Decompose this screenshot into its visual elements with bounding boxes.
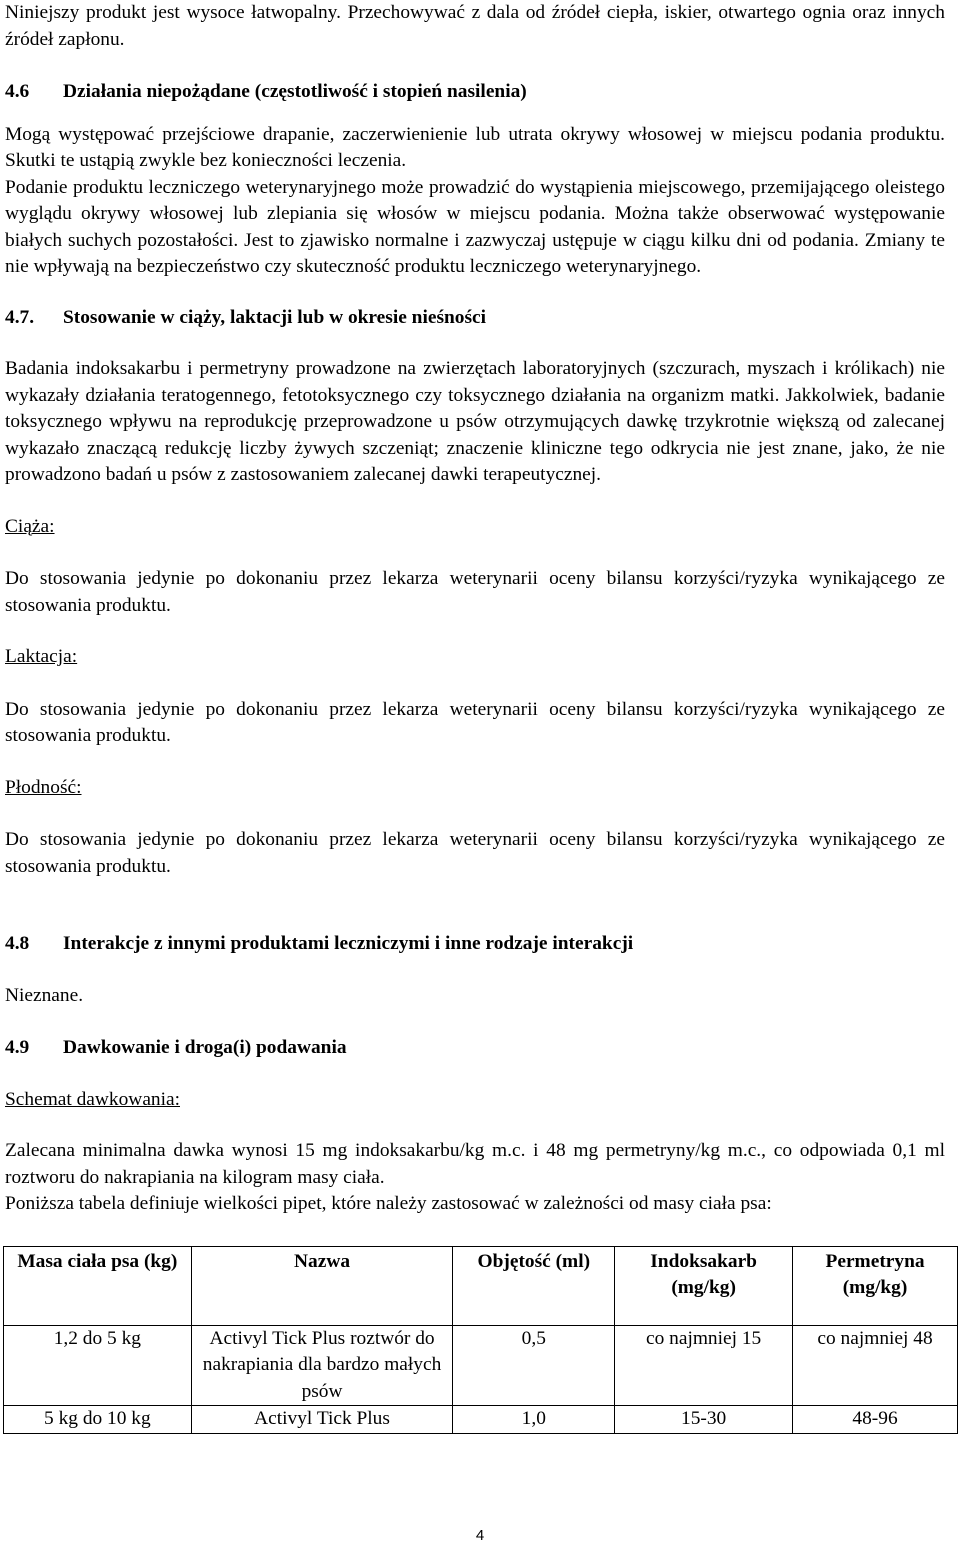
header-indoxacarb: Indoksakarb (mg/kg) (615, 1246, 793, 1325)
section-number: 4.6 (5, 81, 30, 102)
dosing-schedule-subheading: Schemat dawkowania: (5, 1088, 180, 1110)
cell-volume: 1,0 (453, 1406, 615, 1434)
pregnancy-text: Do stosowania jedynie po dokonaniu przez lekarza weterynarii oceny bilansu korzyści/ryzyka wynikającego ze stosowania produktu. (5, 568, 945, 616)
header-body-weight: Masa ciała psa (kg) (4, 1246, 192, 1325)
pipette-intro-paragraph: Poniższa tabela definiuje wielkości pipet, które należy zastosować w zależności od masy ciała psa: (5, 1193, 772, 1214)
flammability-paragraph: Niniejszy produkt jest wysoce łatwopalny. Przechowywać z dala od źródeł ciepła, iskier, otwartego ognia oraz innych źródeł zapłonu. (5, 2, 945, 50)
pregnancy-subheading: Ciąża: (5, 515, 55, 537)
section-number: 4.8 (5, 933, 30, 954)
section-title: Działania niepożądane (częstotliwość i stopień nasilenia) (63, 81, 527, 102)
adverse-effects-paragraph-2: Podanie produktu leczniczego weterynaryjnego może prowadzić do wystąpienia miejscowego, przemijającego oleistego wyglądu okrywy włosowej lub zlepiania się włosów w miejscu podania. Można także obserwować występowanie białych suchych pozostałości. Jest to zjawisko normalne i zazwyczaj ustępuje w ciągu kilku dni od podania. Zmiany te nie wpływają na bezpieczeństwo czy skuteczność produktu leczniczego weterynaryjnego. (5, 176, 945, 277)
cell-body-weight: 5 kg do 10 kg (4, 1406, 192, 1434)
lactation-subheading: Laktacja: (5, 646, 78, 667)
cell-body-weight: 1,2 do 5 kg (4, 1325, 192, 1406)
cell-volume: 0,5 (453, 1325, 615, 1406)
pregnancy-studies-paragraph: Badania indoksakarbu i permetryny prowadzone na zwierzętach laboratoryjnych (szczurach, myszach i królikach) nie wykazały działania teratogennego, fetotoksycznego czy toksycznego działania na organizm matki. Jakkolwiek, badanie toksycznego wpływu na reprodukcję przeprowadzone u psów otrzymujących dawkę trzykrotnie większą od zalecanej wykazało znaczącą redukcję liczby żywych szczeniąt; znaczenie kliniczne tego odkrycia nie jest znane, jako, że nie prowadzono badań u psów z zastosowaniem zalecanej dawki terapeutycznej. (5, 358, 945, 485)
section-title: Interakcje z innymi produktami leczniczymi i inne rodzaje interakcji (63, 933, 634, 954)
fertility-subheading: Płodność: (5, 776, 82, 798)
section-title: Dawkowanie i droga(i) podawania (63, 1037, 347, 1058)
cell-name: Activyl Tick Plus roztwór do nakrapiania dla bardzo małych psów (191, 1325, 453, 1406)
header-permethrin: Permetryna (mg/kg) (793, 1246, 958, 1325)
cell-permethrin: 48-96 (793, 1406, 958, 1434)
header-name: Nazwa (191, 1246, 453, 1325)
section-4-6-heading (5, 79, 945, 106)
table-header-row (4, 1246, 958, 1325)
section-4-8-heading (5, 931, 945, 958)
fertility-text: Do stosowania jedynie po dokonaniu przez lekarza weterynarii oceny bilansu korzyści/ryzyka wynikającego ze stosowania produktu. (5, 829, 945, 877)
interactions-text: Nieznane. (5, 984, 84, 1006)
cell-permethrin: co najmniej 48 (793, 1325, 958, 1406)
document-page (5, 0, 945, 1434)
table-row (4, 1325, 958, 1406)
header-volume: Objętość (ml) (453, 1246, 615, 1325)
lactation-text: Do stosowania jedynie po dokonaniu przez lekarza weterynarii oceny bilansu korzyści/ryzyka wynikającego ze stosowania produktu. (5, 698, 945, 746)
dose-paragraph: Zalecana minimalna dawka wynosi 15 mg indoksakarbu/kg m.c. i 48 mg permetryny/kg m.c., co odpowiada 0,1 ml roztworu do nakrapiania na kilogram masy ciała. (5, 1140, 945, 1188)
section-4-7-heading (5, 305, 945, 332)
section-title: Stosowanie w ciąży, laktacji lub w okresie nieśności (63, 306, 487, 328)
dosage-table (3, 1246, 958, 1434)
cell-indoxacarb: 15-30 (615, 1406, 793, 1434)
section-4-9-heading (5, 1035, 945, 1062)
adverse-effects-paragraph-1: Mogą występować przejściowe drapanie, zaczerwienienie lub utrata okrywy włosowej w miejscu podania produktu. Skutki te ustąpią zwykle bez konieczności leczenia. (5, 123, 945, 171)
page-number: 4 (475, 1527, 485, 1544)
section-number: 4.9 (5, 1037, 30, 1058)
table-row (4, 1406, 958, 1434)
section-number: 4.7. (5, 306, 35, 328)
cell-name: Activyl Tick Plus (191, 1406, 453, 1434)
cell-indoxacarb: co najmniej 15 (615, 1325, 793, 1406)
